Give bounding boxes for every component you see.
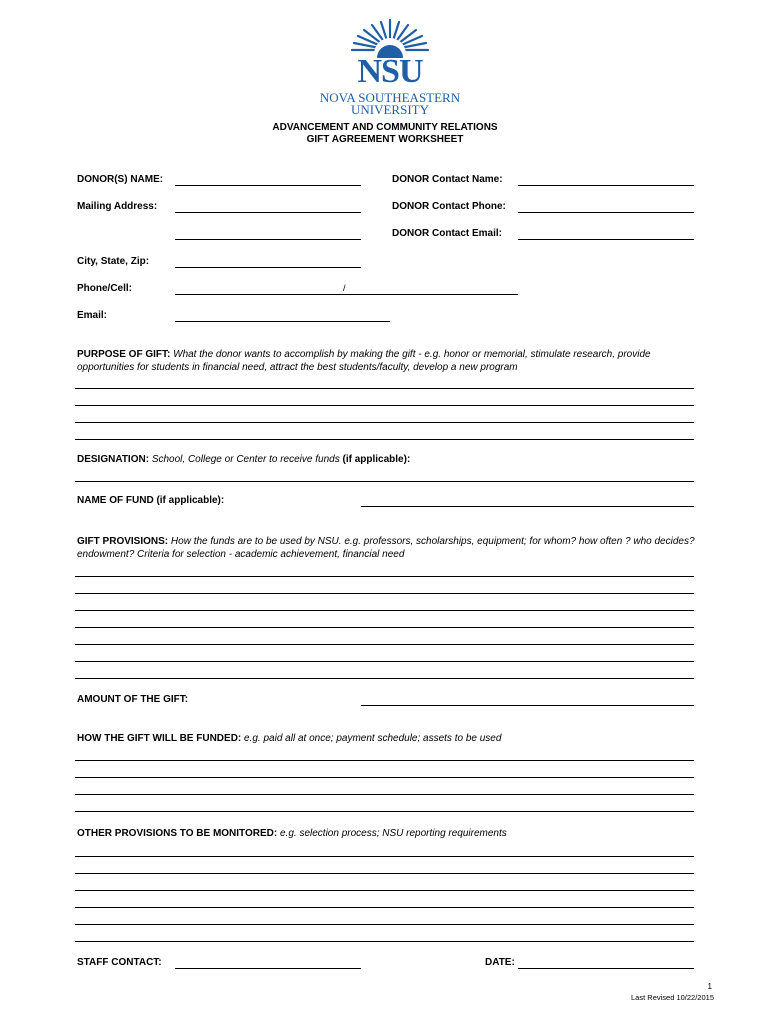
donor-contact-phone-label: DONOR Contact Phone: (392, 201, 506, 212)
designation-line[interactable] (75, 481, 694, 482)
funded-line-4[interactable] (75, 811, 694, 812)
purpose-line-2[interactable] (75, 405, 694, 406)
provisions-line-6[interactable] (75, 661, 694, 662)
page-heading-line1: ADVANCEMENT AND COMMUNITY RELATIONS (272, 122, 498, 133)
funded-description: e.g. paid all at once; payment schedule; assets to be used (244, 733, 502, 744)
funded-line-3[interactable] (75, 794, 694, 795)
provisions-line-2[interactable] (75, 593, 694, 594)
other-line-3[interactable] (75, 890, 694, 891)
city-state-zip-label: City, State, Zip: (77, 256, 150, 267)
last-revised: Last Revised 10/22/2015 (631, 993, 714, 1002)
designation-description: School, College or Center to receive funds (151, 454, 340, 465)
purpose-label: PURPOSE OF GIFT: (77, 349, 171, 360)
purpose-section (77, 348, 697, 374)
donor-contact-email-field[interactable] (518, 239, 694, 240)
nsu-logo (315, 16, 465, 116)
funded-section (77, 732, 697, 745)
donor-contact-name-field[interactable] (518, 185, 694, 186)
donor-name-label: DONOR(S) NAME: (77, 174, 164, 185)
staff-contact-field[interactable] (175, 968, 361, 969)
other-line-6[interactable] (75, 941, 694, 942)
fund-name-label: NAME OF FUND (if applicable): (77, 495, 225, 506)
email-field[interactable] (175, 321, 390, 322)
provisions-line-5[interactable] (75, 644, 694, 645)
provisions-section (77, 535, 697, 561)
city-state-zip-field[interactable] (175, 267, 361, 268)
funded-line-2[interactable] (75, 777, 694, 778)
other-line-4[interactable] (75, 907, 694, 908)
designation-section (77, 453, 697, 466)
other-provisions-label: OTHER PROVISIONS TO BE MONITORED: (77, 828, 278, 839)
provisions-line-1[interactable] (75, 576, 694, 577)
funded-line-1[interactable] (75, 760, 694, 761)
purpose-description: What the donor wants to accomplish by making the gift - e.g. honor or memorial, stimulate research, provide opportunities for students in financial need, attract the best students/faculty, develop a new program (77, 349, 651, 373)
amount-field[interactable] (361, 705, 694, 706)
date-field[interactable] (518, 968, 694, 969)
phone-cell-field[interactable] (175, 294, 518, 295)
fund-name-field[interactable] (361, 506, 694, 507)
date-label: DATE: (485, 957, 515, 968)
staff-contact-label: STAFF CONTACT: (77, 957, 162, 968)
amount-label: AMOUNT OF THE GIFT: (77, 694, 189, 705)
mailing-address-label: Mailing Address: (77, 201, 158, 212)
donor-contact-email-label: DONOR Contact Email: (392, 228, 503, 239)
page-number: 1 (707, 982, 712, 991)
provisions-line-4[interactable] (75, 627, 694, 628)
logo-name-line1: NOVA SOUTHEASTERN (319, 90, 461, 105)
purpose-line-4[interactable] (75, 439, 694, 440)
other-line-2[interactable] (75, 873, 694, 874)
donor-contact-phone-field[interactable] (518, 212, 694, 213)
purpose-line-1[interactable] (75, 388, 694, 389)
logo-name-line2: UNIVERSITY (351, 102, 429, 117)
funded-label: HOW THE GIFT WILL BE FUNDED: (77, 733, 242, 744)
other-provisions-description: e.g. selection process; NSU reporting requirements (280, 828, 507, 839)
page-heading-line2: GIFT AGREEMENT WORKSHEET (306, 134, 464, 145)
mailing-address-field[interactable] (175, 212, 361, 213)
other-line-1[interactable] (75, 856, 694, 857)
phone-separator: / (343, 283, 346, 293)
provisions-line-3[interactable] (75, 610, 694, 611)
other-provisions-section (77, 827, 697, 840)
provisions-description: How the funds are to be used by NSU. e.g. professors, scholarships, equipment; for whom? how often ? who decides? endowment? Criteria for selection - academic achievement, financial need (77, 536, 695, 560)
donor-name-field[interactable] (175, 185, 361, 186)
phone-cell-label: Phone/Cell: (77, 283, 133, 294)
provisions-label: GIFT PROVISIONS: (77, 536, 169, 547)
designation-suffix: (if applicable): (342, 454, 411, 465)
provisions-line-7[interactable] (75, 678, 694, 679)
email-label: Email: (77, 310, 108, 321)
designation-label: DESIGNATION: (77, 454, 150, 465)
logo-abbr: NSU (357, 53, 423, 90)
mailing-address-field-2[interactable] (175, 239, 361, 240)
purpose-line-3[interactable] (75, 422, 694, 423)
donor-contact-name-label: DONOR Contact Name: (392, 174, 503, 185)
other-line-5[interactable] (75, 924, 694, 925)
